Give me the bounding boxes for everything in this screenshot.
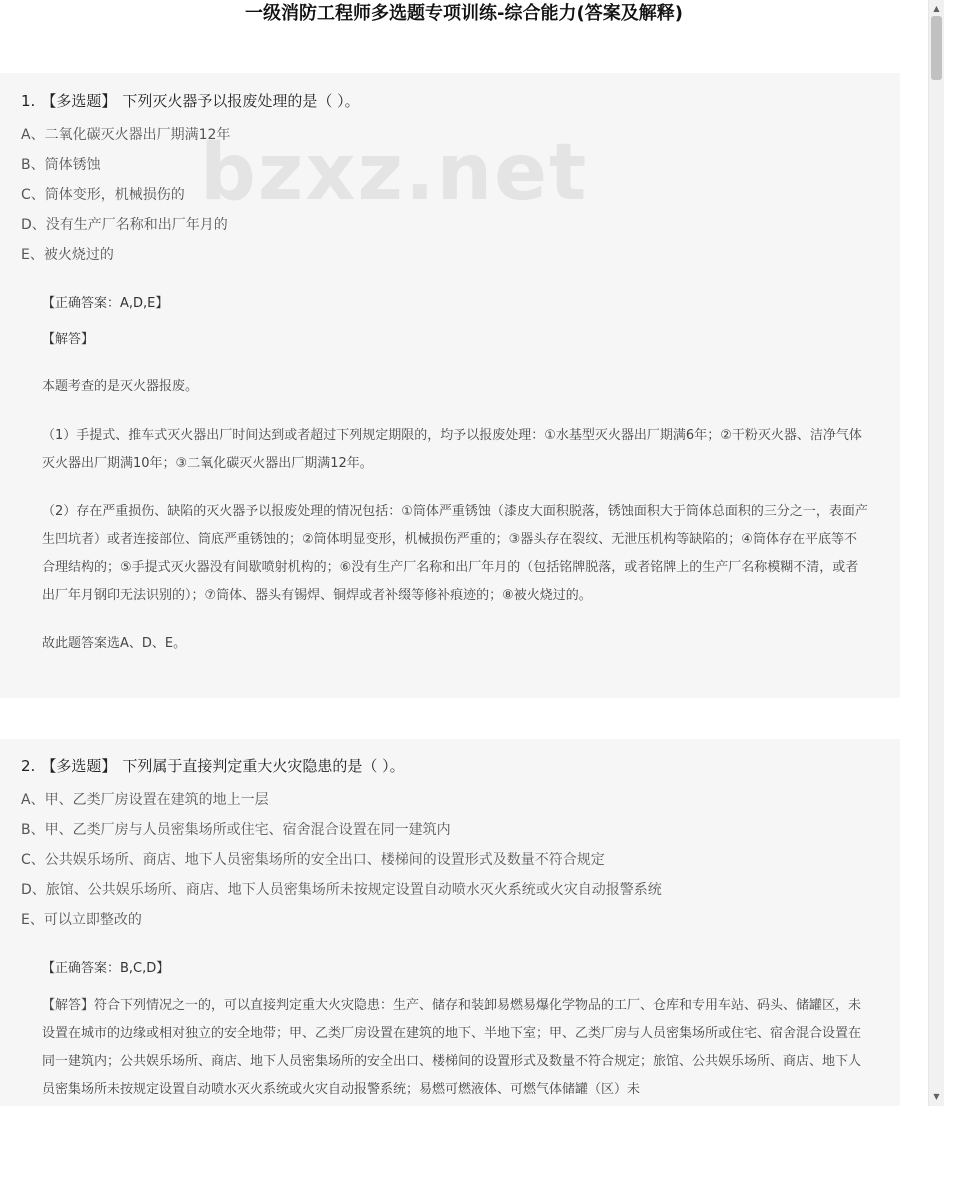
option-b: B、筒体锈蚀 (21, 157, 101, 173)
option-a: A、甲、乙类厂房设置在建筑的地上一层 (21, 792, 269, 808)
question-number: 1. (21, 92, 36, 110)
explanation-paragraph: 【解答】符合下列情况之一的，可以直接判定重大火灾隐患：生产、储存和装卸易燃易爆化学物品的工厂、仓库和专用车站、码头、储罐区，未设置在城市的边缘或相对独立的安全地带；甲、乙类厂房设置在建筑的地下、半地下室；甲、乙类厂房与人员密集场所或住宅、宿舍混合设置在同一建筑内；公共娱乐场所、商店、地下人员密集场所的安全出口、楼梯间的设置形式及数量不符合规定；旅馆、公共娱乐场所、商店、地下人员密集场所未按规定设置自动喷水灭火系统或火灾自动报警系统；易燃可燃液体、可燃气体储罐（区）未 (42, 998, 862, 1097)
question-header (21, 90, 360, 112)
watermark: bzxz.net (200, 128, 589, 218)
question-card (0, 73, 900, 698)
explanation-paragraph: （1）手提式、推车式灭火器出厂时间达到或者超过下列规定期限的，均予以报废处理：①水基型灭火器出厂期满6年；②干粉灭火器、洁净气体灭火器出厂期满10年；③二氧化碳灭火器出厂期满12年。 (42, 428, 862, 471)
option-e: E、被火烧过的 (21, 247, 114, 263)
scroll-down-icon[interactable]: ▼ (933, 1092, 940, 1101)
option-e: E、可以立即整改的 (21, 912, 142, 928)
option-a: A、二氧化碳灭火器出厂期满12年 (21, 127, 231, 143)
option-c: C、筒体变形，机械损伤的 (21, 187, 185, 203)
vertical-scrollbar[interactable] (928, 0, 944, 1106)
question-stem: 下列灭火器予以报废处理的是（ ）。 (122, 92, 360, 110)
correct-answer: 【正确答案：B,C,D】 (42, 961, 170, 976)
explanation-label: 【解答】 (42, 332, 95, 347)
scrollbar-thumb[interactable] (931, 16, 942, 80)
question-card (0, 739, 900, 1106)
explanation-paragraph: 本题考查的是灭火器报废。 (42, 379, 199, 394)
correct-answer: 【正确答案：A,D,E】 (42, 296, 169, 311)
question-stem: 下列属于直接判定重大火灾隐患的是（ ）。 (122, 757, 405, 775)
option-b: B、甲、乙类厂房与人员密集场所或住宅、宿舍混合设置在同一建筑内 (21, 822, 451, 838)
page-title: 一级消防工程师多选题专项训练-综合能力(答案及解释) (245, 3, 683, 24)
scroll-up-icon[interactable]: ▲ (933, 4, 940, 13)
question-type: 【多选题】 (41, 92, 117, 110)
explanation-paragraph: 故此题答案选A、D、E。 (42, 636, 187, 651)
option-d: D、旅馆、公共娱乐场所、商店、地下人员密集场所未按规定设置自动喷水灭火系统或火灾自动报警系统 (21, 882, 662, 898)
explanation-paragraph: （2）存在严重损伤、缺陷的灭火器予以报废处理的情况包括：①筒体严重锈蚀（漆皮大面积脱落，锈蚀面积大于筒体总面积的三分之一，表面产生凹坑者）或者连接部位、筒底严重锈蚀的；②筒体明显变形，机械损伤严重的；③器头存在裂纹、无泄压机构等缺陷的；④筒体存在平底等不合理结构的；⑤手提式灭火器没有间歇喷射机构的；⑥没有生产厂名称和出厂年月的（包括铭牌脱落，或者铭牌上的生产厂名称模糊不清，或者出厂年月钢印无法识别的）；⑦筒体、器头有锡焊、铜焊或者补缀等修补痕迹的；⑧被火烧过的。 (42, 504, 868, 603)
option-d: D、没有生产厂名称和出厂年月的 (21, 217, 228, 233)
question-number: 2. (21, 757, 36, 775)
question-type: 【多选题】 (41, 757, 117, 775)
question-header (21, 755, 405, 777)
option-c: C、公共娱乐场所、商店、地下人员密集场所的安全出口、楼梯间的设置形式及数量不符合规定 (21, 852, 605, 868)
